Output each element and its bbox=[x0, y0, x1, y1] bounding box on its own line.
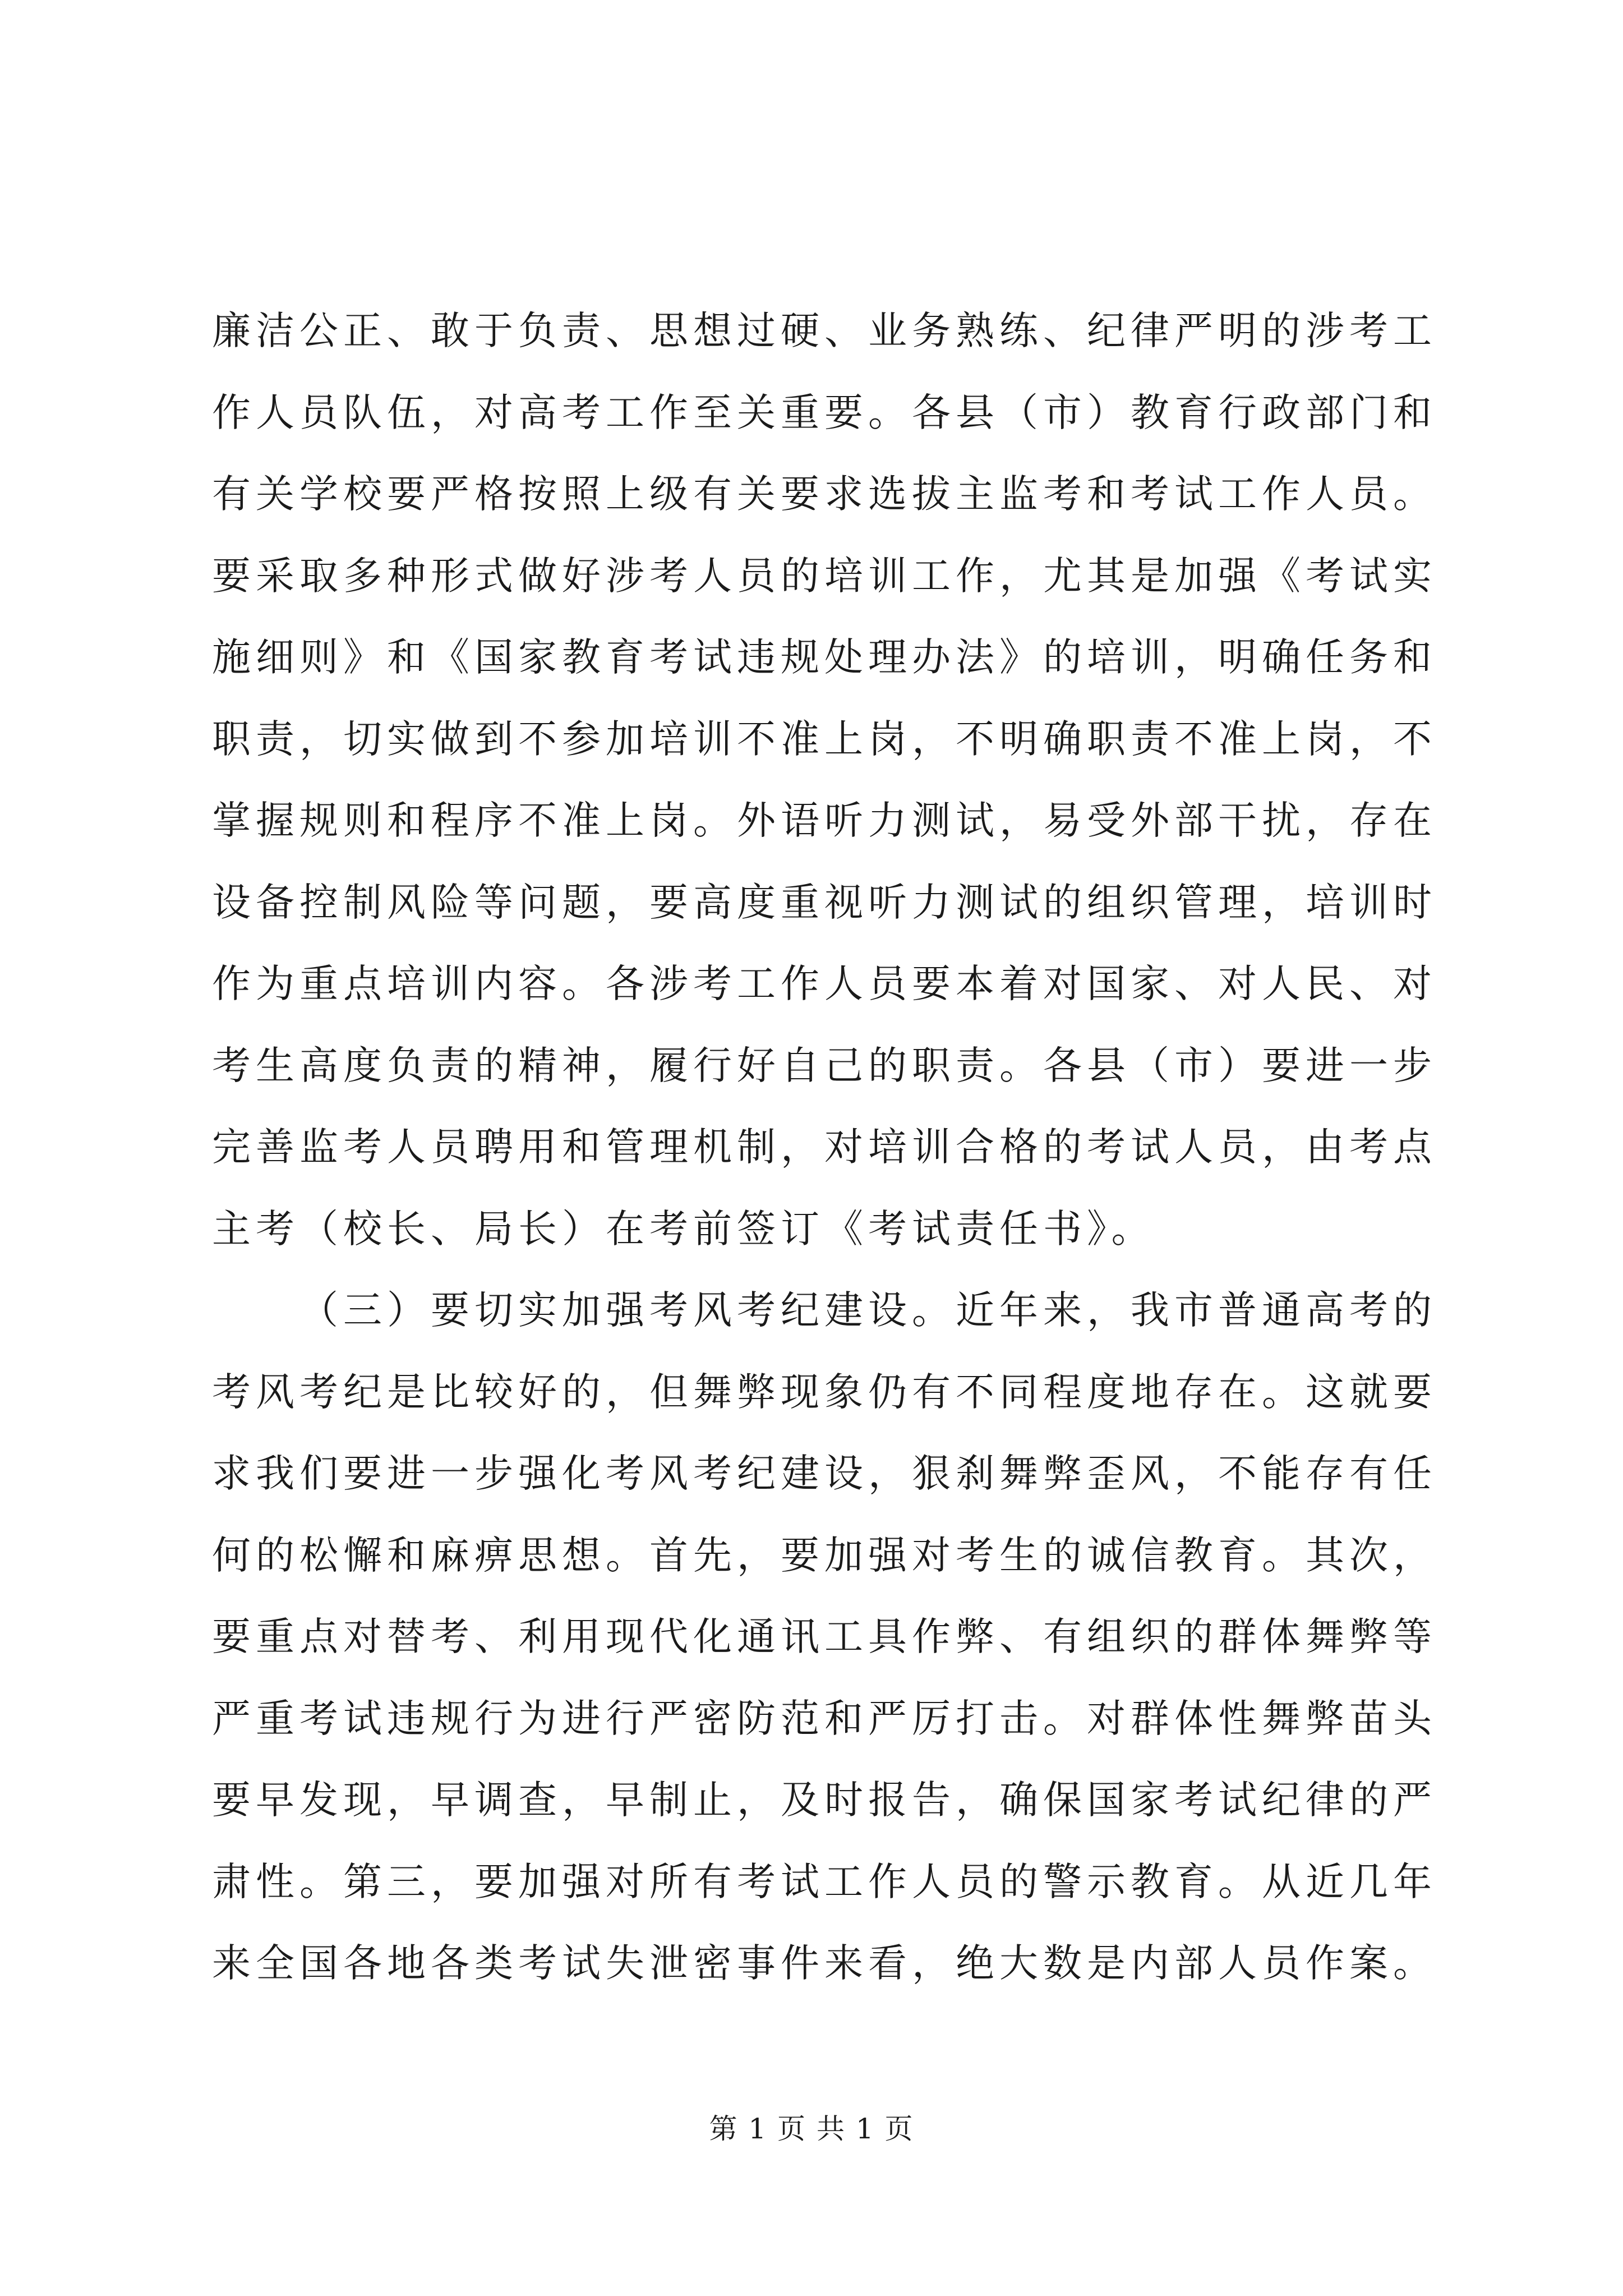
text-line: 肃性。第三，要加强对所有考试工作人员的警示教育。从近几年 bbox=[212, 1859, 1437, 1904]
text-line: 严重考试违规行为进行严密防范和严厉打击。对群体性舞弊苗头 bbox=[212, 1696, 1437, 1741]
text-line: 作为重点培训内容。各涉考工作人员要本着对国家、对人民、对 bbox=[212, 961, 1437, 1006]
text-line: 来全国各地各类考试失泄密事件来看，绝大数是内部人员作案。 bbox=[212, 1941, 1437, 1986]
paragraph-2 bbox=[212, 1270, 1437, 2005]
text-line: 考生高度负责的精神，履行好自己的职责。各县（市）要进一步 bbox=[212, 1043, 1437, 1088]
text-line: 要采取多种形式做好涉考人员的培训工作，尤其是加强《考试实 bbox=[212, 553, 1437, 599]
paragraph-1 bbox=[212, 291, 1437, 1270]
text-line: 何的松懈和麻痹思想。首先，要加强对考生的诚信教育。其次， bbox=[212, 1533, 1437, 1578]
text-line: 主考（校长、局长）在考前签订《考试责任书》。 bbox=[212, 1206, 1155, 1251]
text-line: 要早发现，早调查，早制止，及时报告，确保国家考试纪律的严 bbox=[212, 1778, 1437, 1823]
text-line: 完善监考人员聘用和管理机制，对培训合格的考试人员，由考点 bbox=[212, 1125, 1437, 1170]
text-line-indented: （三）要切实加强考风考纪建设。近年来，我市普通高考的 bbox=[299, 1288, 1437, 1333]
text-line: 设备控制风险等问题，要高度重视听力测试的组织管理，培训时 bbox=[212, 880, 1437, 925]
text-line: 作人员队伍，对高考工作至关重要。各县（市）教育行政部门和 bbox=[212, 390, 1437, 435]
text-line: 职责，切实做到不参加培训不准上岗，不明确职责不准上岗，不 bbox=[212, 716, 1437, 762]
text-line: 施细则》和《国家教育考试违规处理办法》的培训，明确任务和 bbox=[212, 635, 1437, 680]
text-line: 求我们要进一步强化考风考纪建设，狠刹舞弊歪风，不能存有任 bbox=[212, 1451, 1437, 1496]
page-footer bbox=[0, 2106, 1623, 2147]
text-line: 掌握规则和程序不准上岗。外语听力测试，易受外部干扰，存在 bbox=[212, 798, 1437, 843]
document-body bbox=[212, 291, 1437, 2005]
text-line: 考风考纪是比较好的，但舞弊现象仍有不同程度地存在。这就要 bbox=[212, 1369, 1437, 1415]
page-number: 第 1 页 共 1 页 bbox=[709, 2113, 914, 2145]
text-line: 有关学校要严格按照上级有关要求选拔主监考和考试工作人员。 bbox=[212, 472, 1437, 517]
text-line: 要重点对替考、利用现代化通讯工具作弊、有组织的群体舞弊等 bbox=[212, 1614, 1437, 1659]
text-line: 廉洁公正、敢于负责、思想过硬、业务熟练、纪律严明的涉考工 bbox=[212, 309, 1437, 353]
